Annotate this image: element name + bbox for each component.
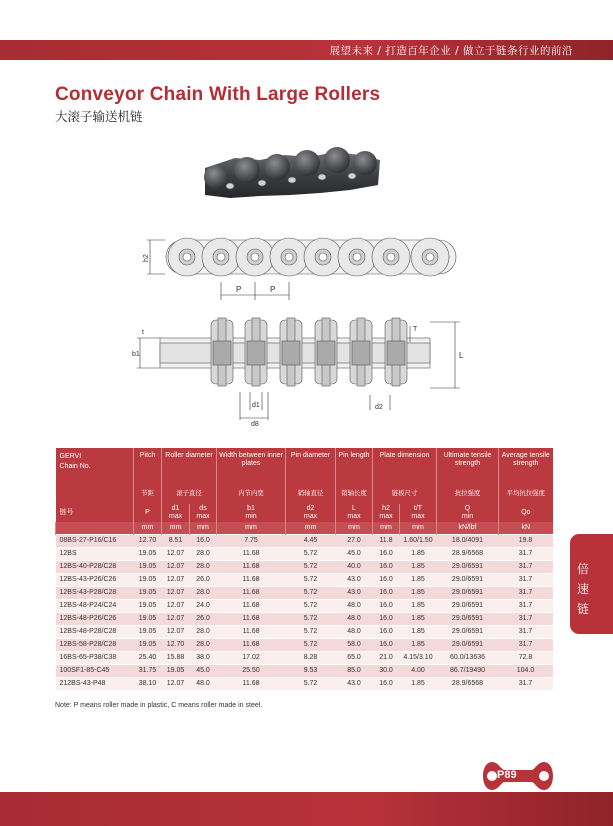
- spec-value-cell: 29.0/6591: [437, 639, 499, 652]
- spec-value-cell: 5.72: [286, 613, 336, 626]
- table-row: [56, 600, 553, 613]
- spec-value-cell: 38.0: [190, 652, 217, 665]
- label-t: t: [142, 329, 144, 336]
- label-p1: P: [236, 285, 242, 294]
- spec-value-cell: 19.05: [134, 587, 162, 600]
- spec-value-cell: 25.50: [217, 665, 286, 678]
- spec-value-cell: 29.0/6591: [437, 561, 499, 574]
- chain-model-cell: 12BS-58-P28/C28: [56, 639, 134, 652]
- spec-value-cell: 31.7: [499, 678, 553, 691]
- header-roller-diameter: Roller diameter: [162, 448, 217, 484]
- spec-value-cell: 12.07: [162, 548, 190, 561]
- table-row: [56, 561, 553, 574]
- spec-value-cell: 5.72: [286, 548, 336, 561]
- spec-value-cell: 28.9/6568: [437, 678, 499, 691]
- spec-value-cell: 28.0: [190, 626, 217, 639]
- spec-value-cell: 12.07: [162, 600, 190, 613]
- spec-value-cell: 8.51: [162, 535, 190, 548]
- spec-value-cell: 31.7: [499, 587, 553, 600]
- spec-value-cell: 17.02: [217, 652, 286, 665]
- spec-value-cell: 8.28: [286, 652, 336, 665]
- spec-value-cell: 40.0: [336, 561, 373, 574]
- spec-value-cell: 27.0: [336, 535, 373, 548]
- header-chain-no: GERVI Chain No.: [56, 448, 134, 504]
- spec-table-body: [56, 535, 553, 691]
- chain-top-view: [137, 318, 460, 420]
- spec-value-cell: 12.07: [162, 626, 190, 639]
- table-row: [56, 652, 553, 665]
- spec-value-cell: 28.0: [190, 561, 217, 574]
- spec-value-cell: 16.0: [373, 561, 400, 574]
- bottom-banner: [0, 792, 613, 826]
- spec-value-cell: 11.68: [217, 587, 286, 600]
- spec-value-cell: 19.05: [134, 626, 162, 639]
- spec-value-cell: 19.05: [162, 665, 190, 678]
- table-row: [56, 535, 553, 548]
- spec-value-cell: 48.0: [336, 600, 373, 613]
- table-row: [56, 626, 553, 639]
- spec-value-cell: 5.72: [286, 639, 336, 652]
- header-symbol: b1 min: [217, 504, 286, 522]
- spec-value-cell: 43.0: [336, 574, 373, 587]
- page-subtitle: 大滚子输送机链: [55, 109, 143, 124]
- spec-value-cell: 12.70: [134, 535, 162, 548]
- spec-value-cell: 48.0: [336, 613, 373, 626]
- header-average-tensile: Average tensile strength: [499, 448, 553, 484]
- header-unit: mm: [400, 522, 437, 535]
- spec-value-cell: 5.72: [286, 600, 336, 613]
- header-unit: mm: [217, 522, 286, 535]
- spec-value-cell: 11.68: [217, 613, 286, 626]
- spec-value-cell: 1.60/1.50: [400, 535, 437, 548]
- spec-value-cell: 85.0: [336, 665, 373, 678]
- side-tab-char-3: 链: [576, 602, 589, 616]
- table-row: [56, 574, 553, 587]
- label-b1: b1: [132, 351, 140, 358]
- spec-value-cell: 12.07: [162, 574, 190, 587]
- header-plate-dimension: Plate dimension: [373, 448, 437, 484]
- spec-value-cell: 16.0: [190, 535, 217, 548]
- spec-value-cell: 15.88: [162, 652, 190, 665]
- spec-value-cell: 60.0/13636: [437, 652, 499, 665]
- spec-value-cell: 1.85: [400, 626, 437, 639]
- header-unit: mm: [373, 522, 400, 535]
- spec-value-cell: 19.05: [134, 639, 162, 652]
- header-symbol: L max: [336, 504, 373, 522]
- table-note: Note: P means roller made in plastic, C means roller made in steel.: [55, 702, 263, 709]
- chain-link-badge: [478, 758, 558, 794]
- header-pin-diameter: Pin diameter: [286, 448, 336, 484]
- spec-value-cell: 4.00: [400, 665, 437, 678]
- spec-value-cell: 5.72: [286, 561, 336, 574]
- spec-value-cell: 18.0/4091: [437, 535, 499, 548]
- chain-model-cell: 12BS-48-P28/C28: [56, 626, 134, 639]
- spec-value-cell: 16.0: [373, 548, 400, 561]
- chain-model-cell: 100SF1-85-C45: [56, 665, 134, 678]
- spec-value-cell: 43.0: [336, 678, 373, 691]
- spec-value-cell: 19.05: [134, 574, 162, 587]
- spec-value-cell: 43.0: [336, 587, 373, 600]
- table-row: [56, 678, 553, 691]
- spec-value-cell: 12.07: [162, 561, 190, 574]
- spec-value-cell: 19.05: [134, 548, 162, 561]
- spec-value-cell: 19.05: [134, 561, 162, 574]
- header-unit: mm: [336, 522, 373, 535]
- spec-value-cell: 1.85: [400, 548, 437, 561]
- spec-value-cell: 19.05: [134, 600, 162, 613]
- unit-blank: [56, 522, 134, 535]
- spec-value-cell: 24.0: [190, 600, 217, 613]
- spec-value-cell: 104.0: [499, 665, 553, 678]
- side-tab-char-2: 速: [576, 582, 589, 596]
- spec-value-cell: 16.0: [373, 600, 400, 613]
- spec-value-cell: 1.85: [400, 639, 437, 652]
- spec-value-cell: 29.0/6591: [437, 600, 499, 613]
- label-T: T: [413, 326, 418, 333]
- header-symbol: P: [134, 504, 162, 522]
- table-row: [56, 548, 553, 561]
- table-row: [56, 613, 553, 626]
- spec-value-cell: 12.07: [162, 678, 190, 691]
- spec-value-cell: 31.7: [499, 574, 553, 587]
- spec-value-cell: 65.0: [336, 652, 373, 665]
- header-symbol: ds max: [190, 504, 217, 522]
- header-unit: mm: [190, 522, 217, 535]
- spec-value-cell: 29.0/6591: [437, 613, 499, 626]
- spec-value-cell: 31.7: [499, 639, 553, 652]
- spec-value-cell: 1.85: [400, 587, 437, 600]
- header-pin-len-cn: 销轴长度: [336, 484, 373, 504]
- spec-value-cell: 11.68: [217, 678, 286, 691]
- spec-value-cell: 11.68: [217, 548, 286, 561]
- spec-value-cell: 21.0: [373, 652, 400, 665]
- side-tab: [570, 534, 613, 634]
- label-L: L: [459, 351, 464, 360]
- spec-value-cell: 4.15/3.10: [400, 652, 437, 665]
- spec-value-cell: 5.72: [286, 587, 336, 600]
- header-unit: mm: [162, 522, 190, 535]
- spec-value-cell: 9.53: [286, 665, 336, 678]
- spec-value-cell: 11.68: [217, 600, 286, 613]
- header-unit: mm: [134, 522, 162, 535]
- chain-model-cell: 12BS-43-P26/C26: [56, 574, 134, 587]
- header-pitch: Pitch: [134, 448, 162, 484]
- spec-value-cell: 28.0: [190, 587, 217, 600]
- chain-model-cell: 12BS-48-P24/C24: [56, 600, 134, 613]
- spec-value-cell: 12.07: [162, 613, 190, 626]
- spec-value-cell: 7.75: [217, 535, 286, 548]
- spec-value-cell: 11.68: [217, 574, 286, 587]
- header-symbol: d1 max: [162, 504, 190, 522]
- header-pin-dia-cn: 销轴直径: [286, 484, 336, 504]
- table-row: [56, 587, 553, 600]
- spec-value-cell: 16.0: [373, 574, 400, 587]
- table-row: [56, 665, 553, 678]
- spec-value-cell: 26.0: [190, 574, 217, 587]
- spec-value-cell: 29.0/6591: [437, 587, 499, 600]
- spec-value-cell: 19.05: [134, 613, 162, 626]
- spec-value-cell: 58.0: [336, 639, 373, 652]
- spec-value-cell: 28.9/6568: [437, 548, 499, 561]
- chain-model-cell: 08BS-27-P16/C16: [56, 535, 134, 548]
- spec-value-cell: 1.85: [400, 678, 437, 691]
- spec-value-cell: 29.0/6591: [437, 626, 499, 639]
- spec-value-cell: 45.0: [336, 548, 373, 561]
- spec-value-cell: 11.8: [373, 535, 400, 548]
- spec-value-cell: 38.10: [134, 678, 162, 691]
- header-ultimate-tensile: Ultimate tensile strength: [437, 448, 499, 484]
- header-symbol: Qo: [499, 504, 553, 522]
- spec-value-cell: 19.8: [499, 535, 553, 548]
- label-p2: P: [270, 285, 276, 294]
- page-title: Conveyor Chain With Large Rollers: [55, 84, 381, 105]
- spec-value-cell: 16.0: [373, 613, 400, 626]
- header-width-cn: 内节内宽: [217, 484, 286, 504]
- spec-value-cell: 1.85: [400, 600, 437, 613]
- header-pitch-cn: 节距: [134, 484, 162, 504]
- spec-value-cell: 45.0: [190, 665, 217, 678]
- chain-model-cell: 12BS-48-P26/C26: [56, 613, 134, 626]
- spec-value-cell: 1.85: [400, 613, 437, 626]
- spec-value-cell: 48.0: [336, 626, 373, 639]
- spec-value-cell: 16.0: [373, 626, 400, 639]
- header-plate-cn: 链板尺寸: [373, 484, 437, 504]
- table-row: [56, 639, 553, 652]
- header-ultimate-cn: 抗拉强度: [437, 484, 499, 504]
- spec-value-cell: 11.68: [217, 639, 286, 652]
- spec-value-cell: 25.40: [134, 652, 162, 665]
- spec-value-cell: 31.75: [134, 665, 162, 678]
- spec-value-cell: 1.85: [400, 574, 437, 587]
- spec-value-cell: 11.68: [217, 561, 286, 574]
- chain-model-cell: 16BS-65-P38/C38: [56, 652, 134, 665]
- spec-value-cell: 28.0: [190, 548, 217, 561]
- spec-table: [55, 448, 553, 690]
- header-unit: kN/lbf: [437, 522, 499, 535]
- spec-value-cell: 72.8: [499, 652, 553, 665]
- spec-value-cell: 5.72: [286, 574, 336, 587]
- label-h2: h2: [143, 254, 150, 262]
- spec-value-cell: 28.0: [190, 639, 217, 652]
- header-symbol: Q min: [437, 504, 499, 522]
- header-symbol: h2 max: [373, 504, 400, 522]
- header-average-cn: 平均抗拉强度: [499, 484, 553, 504]
- spec-value-cell: 86.7/19490: [437, 665, 499, 678]
- header-width: Width between inner plates: [217, 448, 286, 484]
- header-slogan: 展望未来 / 打造百年企业 / 做立于链条行业的前沿: [329, 45, 573, 57]
- label-d1: d1: [252, 402, 260, 409]
- spec-value-cell: 16.0: [373, 639, 400, 652]
- spec-value-cell: 12.07: [162, 587, 190, 600]
- side-tab-char-1: 倍: [576, 562, 589, 576]
- chain-side-view: [147, 238, 456, 300]
- spec-value-cell: 31.7: [499, 561, 553, 574]
- chain-model-cell: 12BS-40-P28/C28: [56, 561, 134, 574]
- spec-value-cell: 29.0/6591: [437, 574, 499, 587]
- chain-photo: [204, 147, 380, 198]
- spec-value-cell: 16.0: [373, 587, 400, 600]
- label-d8: d8: [251, 421, 259, 428]
- spec-value-cell: 48.0: [190, 678, 217, 691]
- header-unit: mm: [286, 522, 336, 535]
- header-symbol: d2 max: [286, 504, 336, 522]
- header-pin-length: Pin length: [336, 448, 373, 484]
- spec-value-cell: 31.7: [499, 613, 553, 626]
- spec-value-cell: 1.85: [400, 561, 437, 574]
- spec-value-cell: 4.45: [286, 535, 336, 548]
- spec-value-cell: 5.72: [286, 626, 336, 639]
- spec-value-cell: 12.70: [162, 639, 190, 652]
- header-roller-cn: 滚子直径: [162, 484, 217, 504]
- spec-value-cell: 16.0: [373, 678, 400, 691]
- header-unit: kN: [499, 522, 553, 535]
- spec-value-cell: 31.7: [499, 626, 553, 639]
- spec-value-cell: 5.72: [286, 678, 336, 691]
- header-chain-no-cn: 链号: [56, 504, 134, 522]
- chain-model-cell: 12BS-43-P28/C28: [56, 587, 134, 600]
- spec-value-cell: 31.7: [499, 600, 553, 613]
- spec-value-cell: 30.0: [373, 665, 400, 678]
- chain-model-cell: 212BS-43-P48: [56, 678, 134, 691]
- spec-value-cell: 26.0: [190, 613, 217, 626]
- header-symbol: t/T max: [400, 504, 437, 522]
- spec-value-cell: 31.7: [499, 548, 553, 561]
- spec-value-cell: 11.68: [217, 626, 286, 639]
- label-d2: d2: [375, 404, 383, 411]
- page-number: P89: [497, 769, 517, 781]
- chain-model-cell: 12BS: [56, 548, 134, 561]
